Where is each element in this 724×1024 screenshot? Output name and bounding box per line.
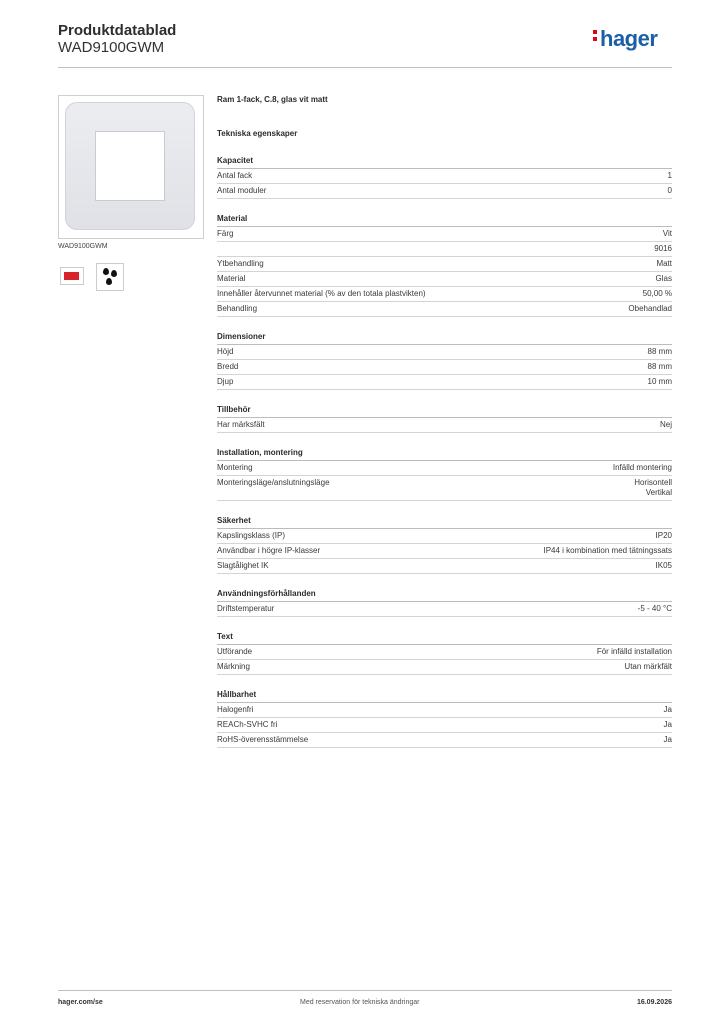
spec-value xyxy=(648,377,672,387)
spec-label: Montering xyxy=(217,463,253,472)
spec-value xyxy=(660,420,672,430)
spec-row xyxy=(217,287,672,302)
spec-label: Användbar i högre IP-klasser xyxy=(217,546,321,555)
spec-value xyxy=(648,347,672,357)
spec-row xyxy=(217,544,672,559)
spec-value-line: -5 - 40 °C xyxy=(637,604,672,613)
spec-row xyxy=(217,227,672,242)
spec-value xyxy=(656,274,672,284)
spec-label: Behandling xyxy=(217,304,258,313)
spec-label: Innehåller återvunnet material (% av den totala plastvikten) xyxy=(217,289,426,298)
spec-content xyxy=(217,95,672,748)
header-divider xyxy=(58,67,672,68)
spec-value-line: Vertikal xyxy=(645,488,672,497)
spec-value xyxy=(613,463,672,473)
spec-row xyxy=(217,529,672,544)
section-title: Tillbehör xyxy=(217,404,672,418)
spec-label: Färg xyxy=(217,229,234,238)
product-image-caption: WAD9100GWM xyxy=(58,243,108,250)
spec-section xyxy=(217,447,672,501)
spec-label: Monteringsläge/anslutningsläge xyxy=(217,478,330,487)
section-title: Kapacitet xyxy=(217,155,672,169)
spec-value-line: 9016 xyxy=(654,244,672,253)
document-product-code: WAD9100GWM xyxy=(58,39,165,56)
section-title: Säkerhet xyxy=(217,515,672,529)
spec-value-line: Obehandlad xyxy=(628,304,672,313)
spec-value-line: IP20 xyxy=(655,531,672,540)
spec-value xyxy=(656,259,672,269)
spec-row xyxy=(217,345,672,360)
spec-value xyxy=(648,362,672,372)
spec-row xyxy=(217,257,672,272)
section-title: Installation, montering xyxy=(217,447,672,461)
spec-value xyxy=(663,229,672,239)
spec-value xyxy=(668,186,672,196)
ip-badge xyxy=(64,272,79,280)
spec-row xyxy=(217,169,672,184)
spec-value-line: Infälld montering xyxy=(612,463,672,472)
spec-section xyxy=(217,155,672,199)
spec-value xyxy=(664,735,672,745)
section-title: Användningsförhållanden xyxy=(217,588,672,602)
spec-label: Kapslingsklass (IP) xyxy=(217,531,286,540)
spec-value-line: IP44 i kombination med tätningssats xyxy=(543,546,672,555)
spec-row xyxy=(217,718,672,733)
spec-value xyxy=(664,720,672,730)
spec-label: Driftstemperatur xyxy=(217,604,275,613)
spec-row xyxy=(217,645,672,660)
spec-label: Material xyxy=(217,274,246,283)
section-title: Hållbarhet xyxy=(217,689,672,703)
spec-label: Halogenfri xyxy=(217,705,254,714)
water-drops-icon xyxy=(96,263,124,291)
spec-label: Djup xyxy=(217,377,234,386)
spec-label: Antal moduler xyxy=(217,186,267,195)
product-image xyxy=(58,95,204,239)
spec-value xyxy=(628,304,672,314)
spec-section xyxy=(217,588,672,617)
spec-value-line: Matt xyxy=(656,259,672,268)
logo-text: hager xyxy=(600,26,658,51)
spec-value-line: Ja xyxy=(663,705,672,714)
spec-value-line: Vit xyxy=(662,229,672,238)
spec-section xyxy=(217,213,672,317)
document-title: Produktdatablad xyxy=(58,22,177,39)
spec-section xyxy=(217,331,672,390)
spec-value xyxy=(643,289,672,299)
spec-value-line: Horisontell xyxy=(634,478,672,487)
spec-value xyxy=(624,662,672,672)
ip-rating-icon xyxy=(60,267,84,285)
spec-row xyxy=(217,375,672,390)
footer-date: 16.09.2026 xyxy=(636,999,672,1006)
tech-heading: Tekniska egenskaper xyxy=(217,129,298,138)
spec-value xyxy=(664,705,672,715)
product-name: Ram 1-fack, C.8, glas vit matt xyxy=(217,95,328,104)
spec-row xyxy=(217,302,672,317)
section-title: Dimensioner xyxy=(217,331,672,345)
spec-label: Har märksfält xyxy=(217,420,265,429)
spec-value xyxy=(656,561,672,571)
footer-website: hager.com/se xyxy=(58,999,103,1006)
spec-value-line: 88 mm xyxy=(647,362,672,371)
spec-row xyxy=(217,660,672,675)
logo-dots-icon xyxy=(593,27,598,44)
spec-section xyxy=(217,515,672,574)
spec-row xyxy=(217,461,672,476)
spec-value xyxy=(597,647,672,657)
spec-value-line: 10 mm xyxy=(647,377,672,386)
frame-opening xyxy=(95,131,165,201)
spec-value-line: 50,00 % xyxy=(642,289,672,298)
spec-label: Ytbehandling xyxy=(217,259,264,268)
spec-row xyxy=(217,559,672,574)
spec-value xyxy=(638,604,672,614)
section-title: Text xyxy=(217,631,672,645)
spec-row xyxy=(217,703,672,718)
spec-value xyxy=(668,171,672,181)
spec-label: Slagtålighet IK xyxy=(217,561,269,570)
spec-label: RoHS-överensstämmelse xyxy=(217,735,309,744)
spec-value-line: 0 xyxy=(667,186,672,195)
spec-value-line: Glas xyxy=(655,274,672,283)
footer-disclaimer: Med reservation för tekniska ändringar xyxy=(300,999,420,1006)
section-title: Material xyxy=(217,213,672,227)
spec-value-line: Ja xyxy=(663,720,672,729)
footer-divider xyxy=(58,990,672,991)
frame-outer xyxy=(65,102,195,230)
spec-value-line: IK05 xyxy=(655,561,672,570)
spec-sections xyxy=(217,155,672,748)
spec-value-line: För infälld installation xyxy=(596,647,672,656)
spec-value xyxy=(656,531,672,541)
spec-row xyxy=(217,184,672,199)
spec-section xyxy=(217,404,672,433)
spec-value xyxy=(654,244,672,254)
spec-row xyxy=(217,602,672,617)
spec-label: Höjd xyxy=(217,347,234,356)
spec-value-line: Ja xyxy=(663,735,672,744)
spec-value xyxy=(543,546,672,556)
spec-label: Utförande xyxy=(217,647,253,656)
spec-row xyxy=(217,242,672,257)
spec-label: Antal fack xyxy=(217,171,253,180)
hager-logo xyxy=(593,26,657,52)
spec-value-line: Nej xyxy=(659,420,672,429)
spec-value xyxy=(634,478,672,498)
spec-section xyxy=(217,631,672,675)
spec-row xyxy=(217,360,672,375)
spec-row xyxy=(217,476,672,501)
spec-value-line: Utan märkfält xyxy=(624,662,672,671)
spec-label: Märkning xyxy=(217,662,250,671)
spec-label: REACh-SVHC fri xyxy=(217,720,278,729)
spec-row xyxy=(217,272,672,287)
spec-label: Bredd xyxy=(217,362,239,371)
spec-value-line: 1 xyxy=(667,171,672,180)
spec-value-line: 88 mm xyxy=(647,347,672,356)
spec-section xyxy=(217,689,672,748)
spec-row xyxy=(217,733,672,748)
spec-row xyxy=(217,418,672,433)
